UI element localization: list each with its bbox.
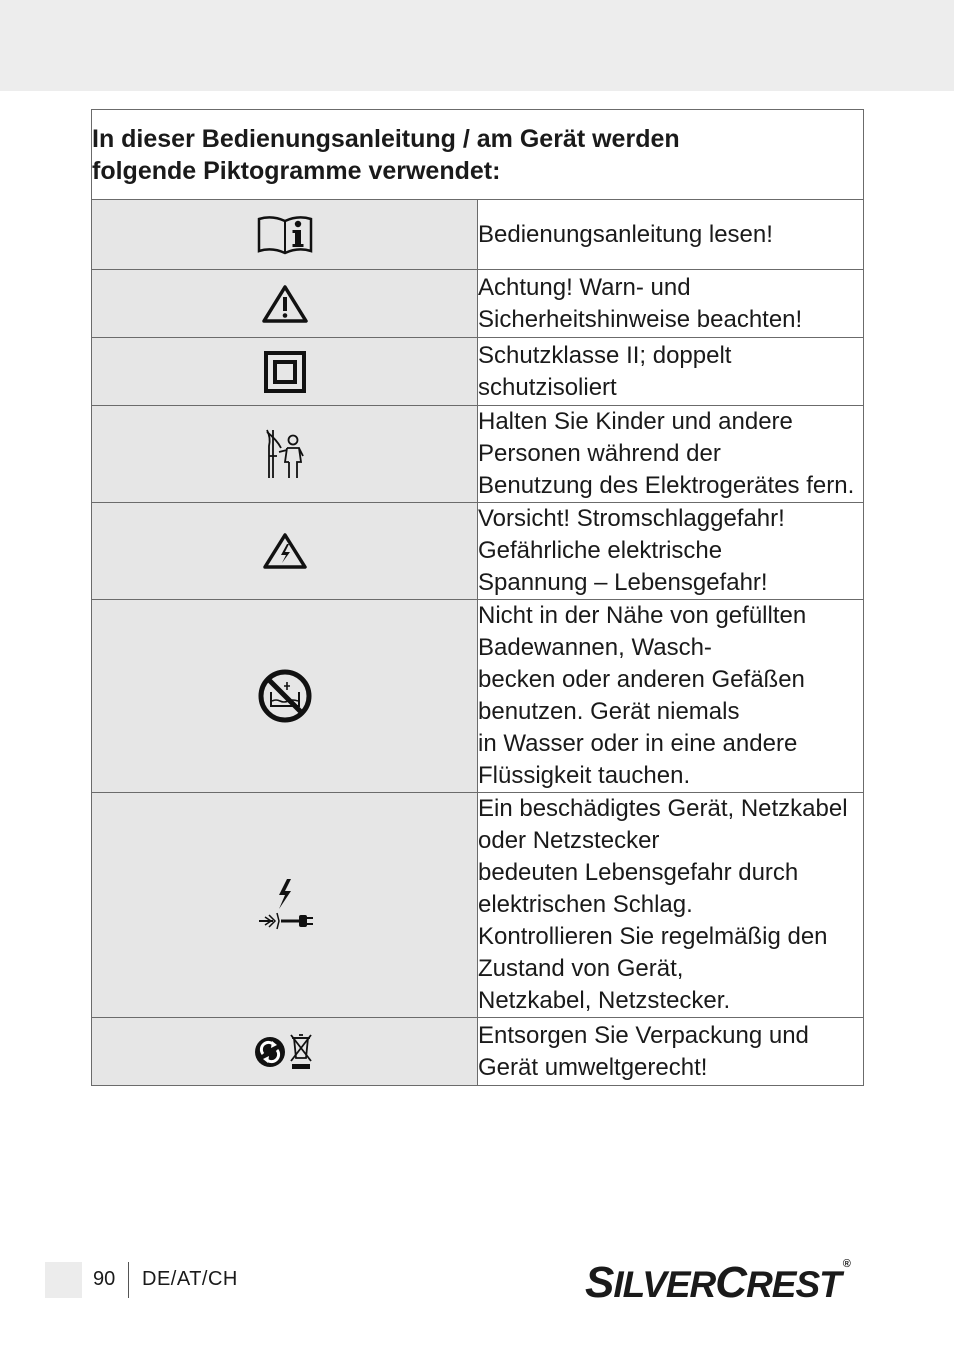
manual-info-icon [256,213,314,257]
table-row [92,793,864,1018]
row-text: Bedienungsanleitung lesen! [478,200,864,270]
icon-cell [92,200,478,270]
table-row [92,338,864,406]
keep-children-away-icon [263,426,307,482]
table-header-row [92,110,864,200]
table-row [92,406,864,503]
row-text: Schutzklasse II; doppelt schutzisoliert [478,338,864,406]
table-row [92,1018,864,1086]
pictogram-table [91,109,864,1086]
table-row [92,200,864,270]
table-row [92,600,864,793]
row-text: Entsorgen Sie Verpackung und Gerät umweltgerecht! [478,1018,864,1086]
row-text: Achtung! Warn- und Sicherheitshinweise beachten! [478,270,864,338]
no-bath-water-icon [257,668,313,724]
icon-cell [92,1018,478,1086]
icon-cell [92,503,478,600]
table-header [92,110,864,200]
top-band [0,0,954,91]
protection-class-ii-icon [263,350,307,394]
damaged-cable-danger-icon [255,875,315,935]
table-row [92,270,864,338]
row-text: Ein beschädigtes Gerät, Netzkabel oder Netzstecker bedeuten Lebensgefahr durch elektrischen Schlag. Kontrollieren Sie regelmäßig den Zustand von Gerät, Netzkabel, Netzstecker. [478,793,864,1018]
row-text: Halten Sie Kinder und andere Personen während der Benutzung des Elektrogerätes fern. [478,406,864,503]
recycling-disposal-icon [254,1032,316,1072]
country-codes: DE/AT/CH [142,1268,238,1290]
icon-cell [92,406,478,503]
icon-cell [92,338,478,406]
icon-cell [92,793,478,1018]
footer-box [45,1262,82,1298]
page-number: 90 [93,1268,116,1290]
icon-cell [92,600,478,793]
electric-shock-warning-icon [262,532,308,570]
row-text: Nicht in der Nähe von gefüllten Badewannen, Wasch- becken oder anderen Gefäßen benutzen. Gerät niemals in Wasser oder in eine andere Flüssigkeit tauchen. [478,600,864,793]
warning-triangle-icon [261,284,309,324]
table-row [92,503,864,600]
row-text: Vorsicht! Stromschlaggefahr! Gefährliche elektrische Spannung – Lebensgefahr! [478,503,864,600]
icon-cell [92,270,478,338]
footer-separator [128,1262,129,1298]
brand-logo: SILVERCREST ® [585,1258,851,1307]
table-header-text: In dieser Bedienungsanleitung / am Gerät werden folgende Piktogramme verwendet: [92,124,680,185]
